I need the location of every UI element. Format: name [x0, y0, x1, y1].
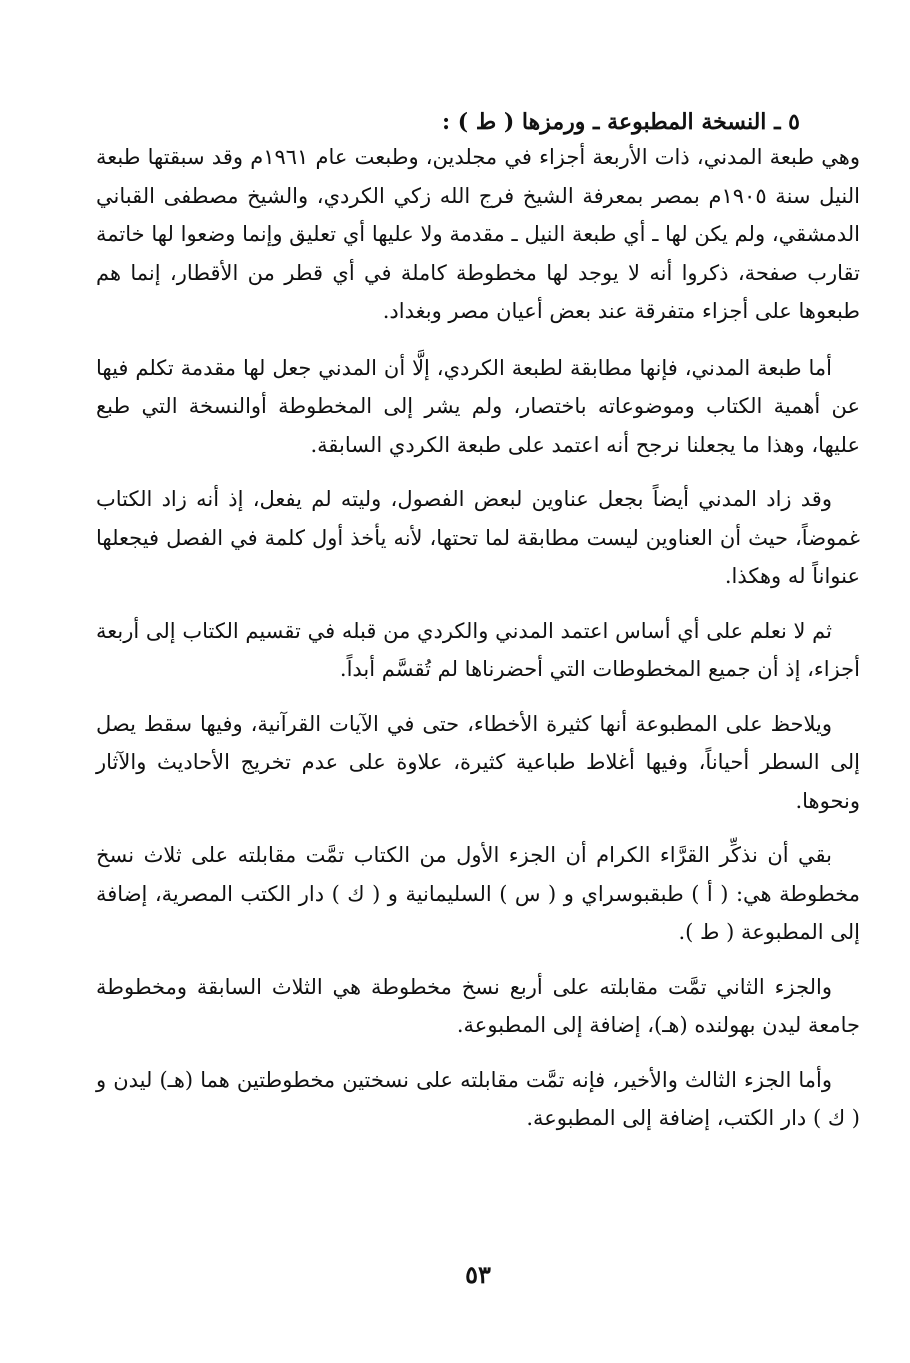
paragraph-8: وأما الجزء الثالث والأخير، فإنه تمَّت مقابلته على نسختين مخطوطتين هما (هـ) ليدن و ( ك ) دار الكتب، إضافة إلى المطبوعة.: [96, 1067, 860, 1130]
paragraph-7: والجزء الثاني تمَّت مقابلته على أربع نسخ مخطوطة هي الثلاث السابقة ومخطوطة جامعة ليدن بهولنده (هـ)، إضافة إلى المطبوعة.: [96, 974, 860, 1037]
section-heading: ٥ ـ النسخة المطبوعة ـ ورمزها ( ط ) :: [442, 109, 800, 135]
paragraph-1: وهي طبعة المدني، ذات الأربعة أجزاء في مجلدين، وطبعت عام ١٩٦١م وقد سبقتها طبعة النيل سنة ١٩٠٥م بمصر بمعرفة الشيخ فرج الله زكي الكردي، والشيخ مصطفى القباني الدمشقي، ولم يكن لها ـ أي طبعة النيل ـ مقدمة ولا عليها أي تعليق وإنما وضعوا لها خاتمة تقارب صفحة، ذكروا أنه لا يوجد لها مخطوطة كاملة في أي قطر من الأقطار، إنما هم طبعوها على أجزاء متفرقة عند بعض أعيان مصر وبغداد.: [96, 145, 860, 323]
paragraph-4: ثم لا نعلم على أي أساس اعتمد المدني والكردي من قبله في تقسيم الكتاب إلى أربعة أجزاء، إذ أن جميع المخطوطات التي أحضرناها لم تُقسَّم أبداً.: [96, 618, 860, 681]
paragraph-5: ويلاحظ على المطبوعة أنها كثيرة الأخطاء، حتى في الآيات القرآنية، وفيها سقط يصل إلى السطر أحياناً، وفيها أغلاط طباعية كثيرة، علاوة على عدم تخريج الأحاديث والآثار ونحوها.: [96, 711, 860, 813]
paragraph-3: وقد زاد المدني أيضاً بجعل عناوين لبعض الفصول، وليته لم يفعل، إذ أنه زاد الكتاب غموضاً، حيث أن العناوين ليست مطابقة لما تحتها، لأنه يأخذ أول كلمة في الفصل فيجعلها عنواناً له وهكذا.: [96, 487, 860, 588]
page-number: ٥٣: [465, 1260, 491, 1289]
paragraph-2: أما طبعة المدني، فإنها مطابقة لطبعة الكردي، إلَّا أن المدني جعل لها مقدمة تكلم فيها عن أهمية الكتاب وموضوعاته باختصار، ولم يشر إلى المخطوطة أوالنسخة التي طبع عليها، وهذا ما يجعلنا نرجح أنه اعتمد على طبعة الكردي السابقة.: [96, 355, 860, 457]
document-page: [96, 100, 860, 1363]
paragraph-6: بقي أن نذكِّر القرَّاء الكرام أن الجزء الأول من الكتاب تمَّت مقابلته على ثلاث نسخ مخطوطة هي: ( أ ) طبقبوسراي و ( س ) السليمانية و ( ك ) دار الكتب المصرية، إضافة إلى المطبوعة ( ط ).: [96, 843, 860, 944]
